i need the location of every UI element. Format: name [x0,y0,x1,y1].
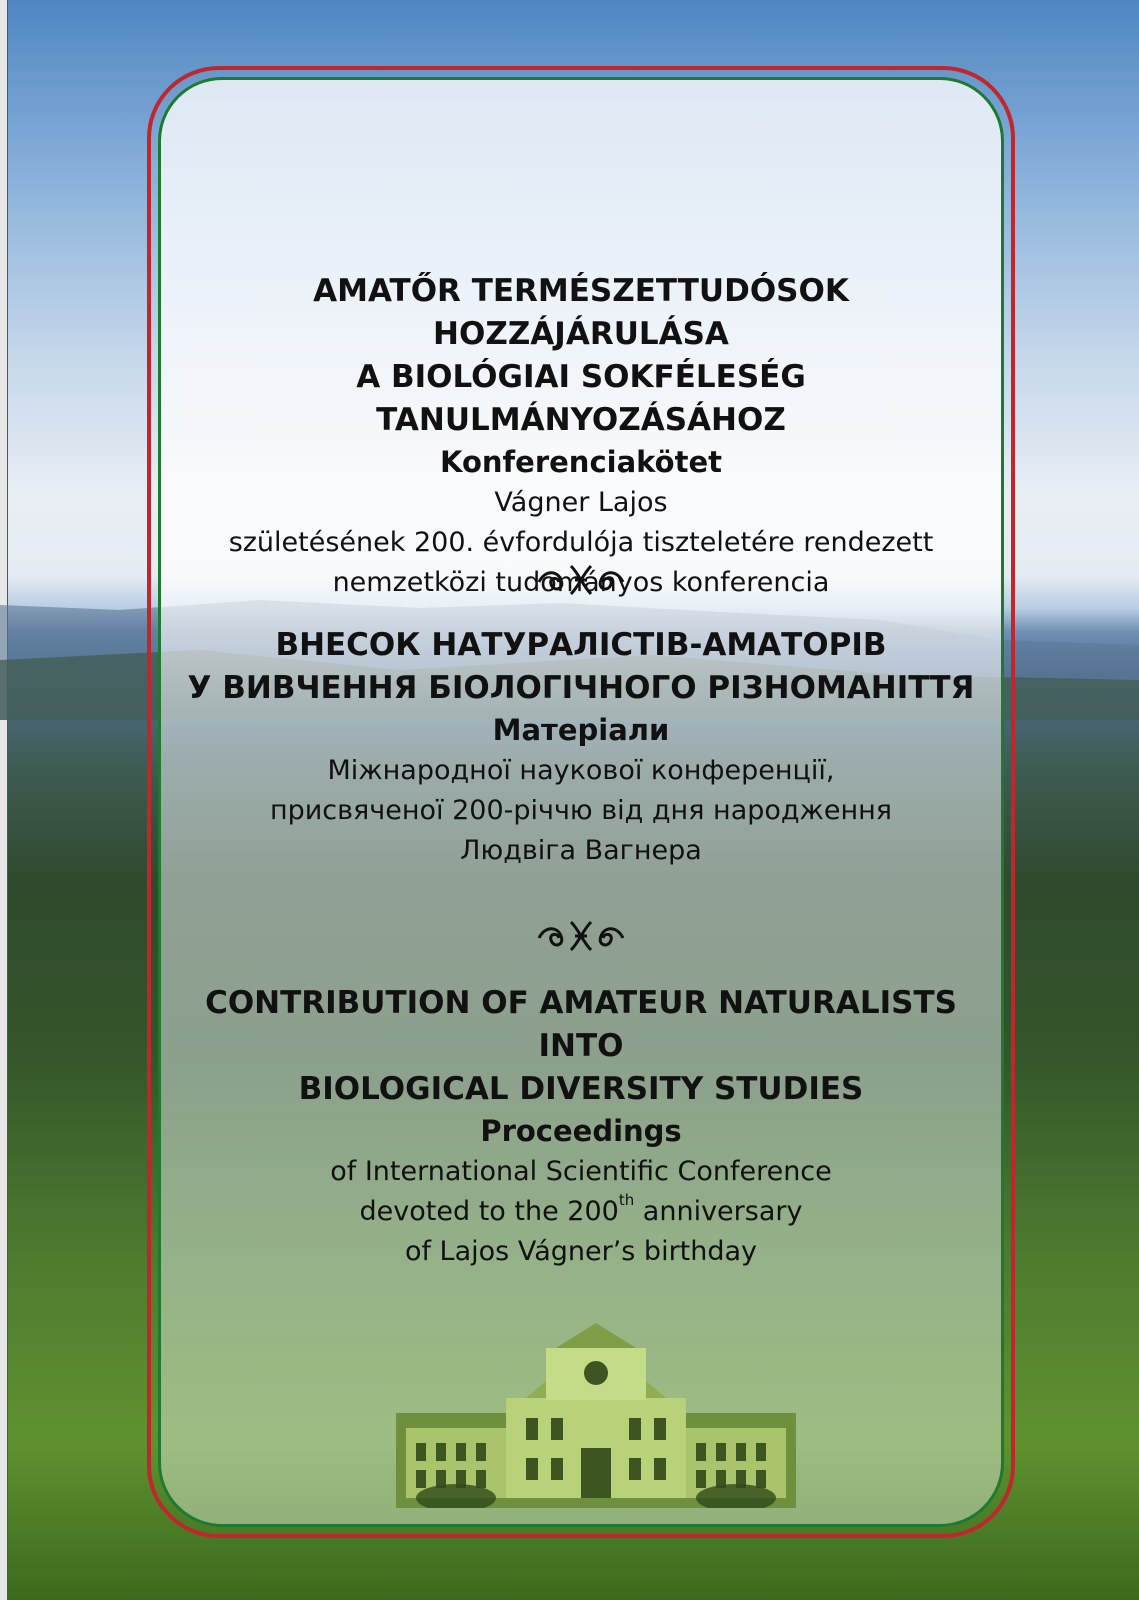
ukrainian-line3: Людвіга Вагнера [460,835,702,866]
page-edge [0,0,8,1600]
english-line2-pre: devoted to the 200 [359,1196,619,1227]
cover-panel [158,77,1004,1527]
english-title-line2: BIOLOGICAL DIVERSITY STUDIES [298,1071,864,1107]
ukrainian-title-line1: ВНЕСОК НАТУРАЛІСТІВ-АМАТОРІВ [275,627,887,663]
english-subtitle: Proceedings [480,1114,682,1148]
hungarian-subtitle: Konferenciakötet [440,445,722,479]
english-line1: of International Scientific Conference [330,1156,832,1187]
ukrainian-line1: Міжнародної наукової конференції, [327,755,835,786]
english-section [161,982,1001,1272]
hungarian-line1: Vágner Lajos [494,487,668,518]
english-title-line1: CONTRIBUTION OF AMATEUR NATURALISTS INTO [205,985,957,1064]
hungarian-line3: nemzetközi tudományos konferencia [332,567,830,598]
ukrainian-title-line2: У ВИВЧЕННЯ БІОЛОГІЧНОГО РІЗНОМАНІТТЯ [187,670,975,706]
hungarian-title-line1: AMATŐR TERMÉSZETTUDÓSOK HOZZÁJÁRULÁSA [313,273,849,352]
ukrainian-line2: присвяченої 200-річчю від дня народження [269,795,893,826]
hungarian-line2: születésének 200. évfordulója tiszteletére rendezett [228,527,934,558]
ornament-divider-2 [531,916,631,956]
english-line2-sup: th [618,1191,635,1209]
cover-frame [147,66,1015,1538]
ukrainian-subtitle: Матеріали [492,713,670,747]
hungarian-section [161,270,1001,603]
english-line2-post: anniversary [634,1196,803,1227]
ukrainian-section [161,624,1001,871]
english-line3: of Lajos Vágner’s birthday [404,1236,758,1267]
university-building-image [396,1318,796,1508]
english-line2 [161,1192,1001,1232]
ornament-divider-1 [531,560,631,600]
hungarian-title-line2: A BIOLÓGIAI SOKFÉLESÉG TANULMÁNYOZÁSÁHOZ [356,359,806,438]
